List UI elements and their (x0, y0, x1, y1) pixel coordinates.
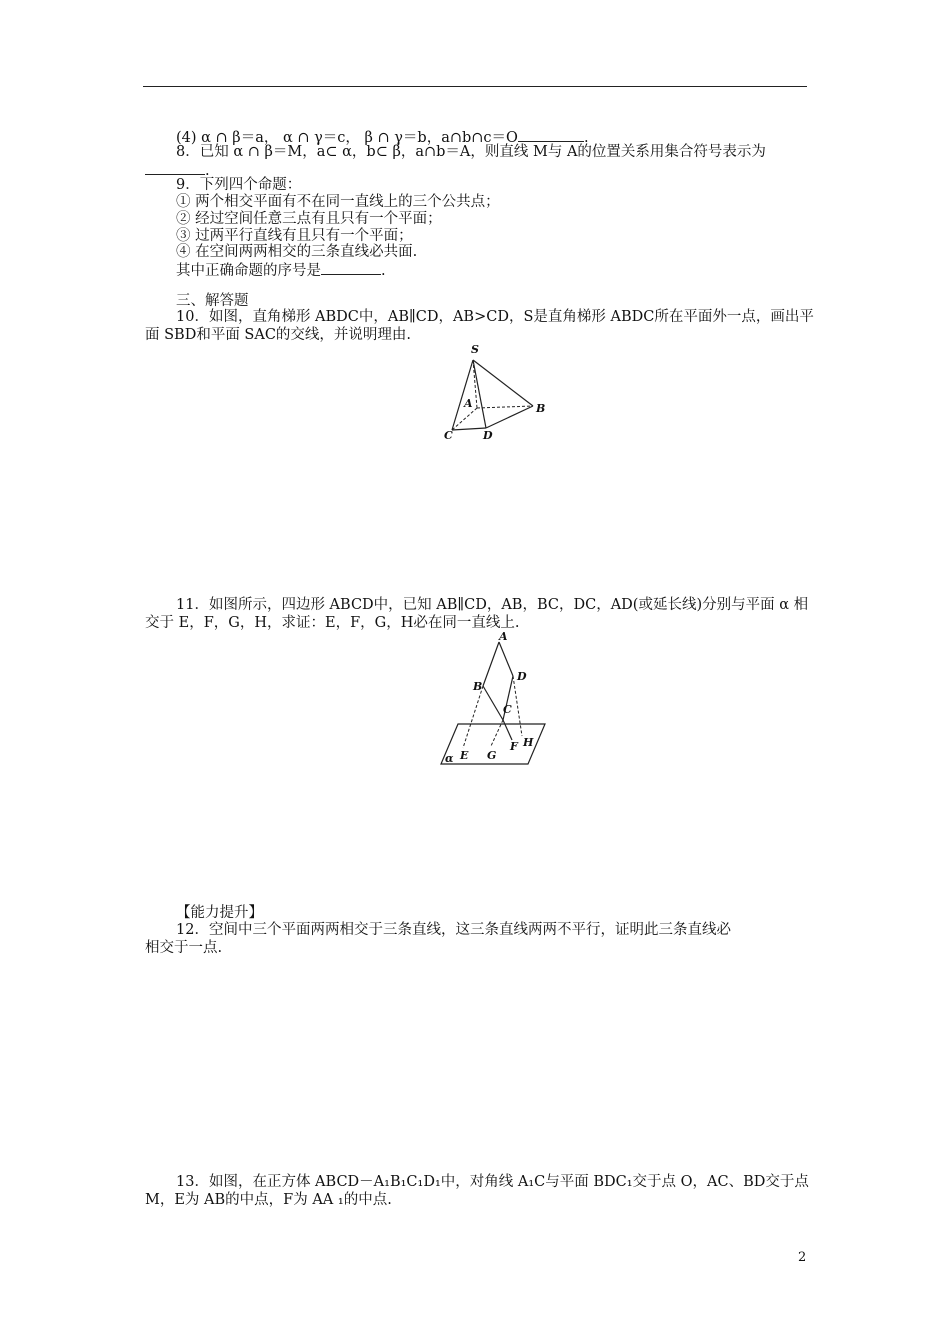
question-9-ask (176, 260, 386, 280)
label-d: D (517, 670, 527, 683)
question-9-item-1: ① 两个相交平面有不在同一直线上的三个公共点； (176, 194, 500, 210)
part-4-period: . (583, 130, 589, 146)
label-c: C (444, 429, 453, 442)
extension-ae (463, 686, 483, 748)
label-a: A (464, 397, 473, 410)
question-13-line-2: M，E为 AB的中点，F为 AA ₁的中点. (145, 1192, 392, 1208)
question-8-line-1: 8．已知 α ∩ β＝M，a⊂ α，b⊂ β，a∩b＝A，则直线 M与 A的位置关系用集合符号表示为 (176, 144, 766, 160)
question-9-item-2: ② 经过空间任意三点有且只有一个平面； (176, 211, 442, 227)
edge-db (486, 406, 533, 428)
question-10-line-2: 面 SBD和平面 SAC的交线，并说明理由. (145, 327, 412, 343)
question-9-blank (321, 260, 381, 275)
edge-ab (483, 642, 499, 686)
extension-dh (513, 676, 522, 736)
label-e: E (460, 749, 469, 762)
label-h: H (523, 736, 534, 749)
label-b: B (473, 680, 483, 693)
page-number: 2 (798, 1250, 807, 1265)
edge-sb (473, 360, 533, 406)
pyramid-figure (430, 340, 560, 450)
edge-sa-hidden (473, 360, 477, 408)
question-12-line-1: 12．空间中三个平面两两相交于三条直线，这三条直线两两不平行，证明此三条直线必 (176, 922, 731, 938)
edge-sc (452, 360, 473, 430)
label-b: B (536, 402, 546, 415)
edge-ab-hidden (477, 406, 533, 408)
question-9-ask-text: 其中正确命题的序号是 (176, 263, 321, 279)
question-13-line-1: 13．如图，在正方体 ABCD－A₁B₁C₁D₁中，对角线 A₁C与平面 BDC₁交于点 O，AC、BD交于点 (176, 1174, 809, 1190)
question-9-title: 9．下列四个命题： (176, 177, 302, 193)
question-11-line-2: 交于 E，F，G，H，求证：E，F，G，H必在同一直线上. (145, 615, 520, 631)
question-8-blank (145, 160, 205, 175)
question-10-line-1: 10．如图，直角梯形 ABDC中，AB∥CD，AB>CD，S是直角梯形 ABDC所在平面外一点，画出平 (176, 309, 814, 325)
question-9-item-3: ③ 过两平行直线有且只有一个平面； (176, 228, 413, 244)
part-4-blank (518, 127, 584, 142)
section-heading-answers: 三、解答题 (176, 293, 249, 309)
label-alpha: α (445, 752, 454, 765)
edge-cf (503, 720, 512, 740)
question-11-line-1: 11．如图所示，四边形 ABCD中，已知 AB∥CD，AB，BC，DC，AD(或延长线)分别与平面 α 相 (176, 597, 809, 613)
label-s: S (471, 343, 479, 356)
label-d: D (483, 429, 493, 442)
edge-bc (483, 686, 503, 720)
quadrilateral-plane-figure (435, 628, 555, 768)
edge-sd (473, 360, 486, 428)
header-rule (143, 86, 807, 87)
ability-heading: 【能力提升】 (176, 905, 263, 921)
label-g: G (487, 749, 497, 762)
label-f: F (510, 740, 518, 753)
label-c: C (503, 703, 512, 716)
edge-ad (499, 642, 513, 676)
question-12-line-2: 相交于一点. (145, 940, 223, 956)
question-9-item-4: ④ 在空间两两相交的三条直线必共面. (176, 244, 418, 260)
edge-cd (452, 428, 486, 430)
part-4-text: (4) α ∩ β＝a， α ∩ γ＝c， β ∩ γ＝b，a∩b∩c＝O (176, 130, 518, 146)
question-8-period: . (205, 163, 210, 179)
question-9-period: . (381, 263, 386, 279)
label-a: A (499, 630, 508, 643)
